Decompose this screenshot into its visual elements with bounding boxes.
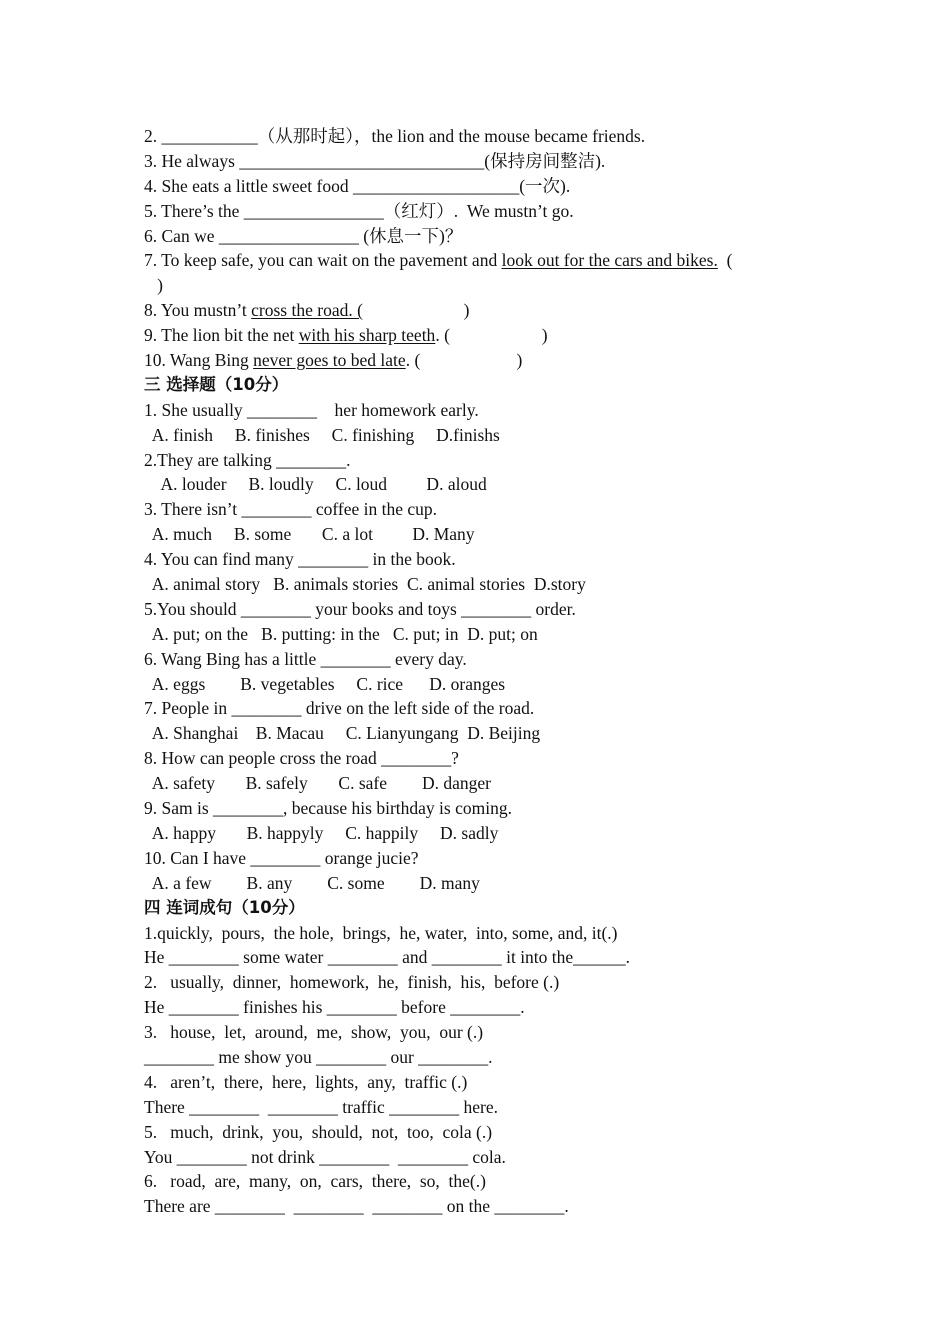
line-text: 5.You should ________ your books and toys ________ order. <box>144 598 576 619</box>
worksheet-line <box>144 821 824 846</box>
line-text: ________ me show you ________ our ________. <box>144 1046 493 1067</box>
line-text: 6. road, are, many, on, cars, there, so, the(.) <box>144 1171 486 1192</box>
worksheet-line <box>144 1169 824 1194</box>
line-text: A. a few B. any C. some D. many <box>144 872 480 893</box>
worksheet-line <box>144 647 824 672</box>
worksheet-line <box>144 1120 824 1145</box>
underlined-phrase: cross the road. ( <box>251 300 363 321</box>
worksheet-line <box>144 796 824 821</box>
worksheet-line <box>144 497 824 522</box>
worksheet-line <box>144 323 824 348</box>
worksheet-line <box>144 1020 824 1045</box>
line-text: 2. usually, dinner, homework, he, finish, his, before (.) <box>144 972 560 993</box>
worksheet-line <box>144 622 824 647</box>
line-text: 5. There’s the ________________（红灯）. We mustn’t go. <box>144 200 574 221</box>
line-text: 三 选择题（10分） <box>144 374 289 394</box>
line-text: A. put; on the B. putting: in the C. put; in D. put; on <box>144 623 538 644</box>
worksheet-line <box>144 721 824 746</box>
worksheet-line <box>144 995 824 1020</box>
section-heading <box>144 373 824 398</box>
line-text: A. finish B. finishes C. finishing D.finishs <box>144 424 500 445</box>
worksheet-line <box>144 224 824 249</box>
line-text: There ________ ________ traffic ________ here. <box>144 1096 498 1117</box>
worksheet-line <box>144 1095 824 1120</box>
line-text: ) <box>144 275 163 296</box>
worksheet-line <box>144 472 824 497</box>
line-text: A. much B. some C. a lot D. Many <box>144 524 475 545</box>
line-text: He ________ finishes his ________ before ________. <box>144 997 525 1018</box>
worksheet-line <box>144 746 824 771</box>
worksheet-line <box>144 522 824 547</box>
line-text: ) <box>362 300 470 321</box>
line-text: 10. Wang Bing <box>144 350 254 371</box>
line-text: 5. much, drink, you, should, not, too, cola (.) <box>144 1121 493 1142</box>
worksheet-line <box>144 672 824 697</box>
line-text: A. eggs B. vegetables C. rice D. oranges <box>144 673 506 694</box>
line-text: 1.quickly, pours, the hole, brings, he, water, into, some, and, it(.) <box>144 922 618 943</box>
worksheet-line <box>144 174 824 199</box>
worksheet-line <box>144 1070 824 1095</box>
line-text: . ( ) <box>405 350 523 371</box>
worksheet-line <box>144 199 824 224</box>
line-text: 4. She eats a little sweet food ___________________(一次). <box>144 175 571 196</box>
line-text: 6. Wang Bing has a little ________ every day. <box>144 648 467 669</box>
line-text: 8. You mustn’t <box>144 300 252 321</box>
line-text: A. animal story B. animals stories C. animal stories D.story <box>144 574 586 595</box>
worksheet-line <box>144 149 824 174</box>
worksheet-line <box>144 547 824 572</box>
line-text: 2.They are talking ________. <box>144 449 351 470</box>
worksheet-line <box>144 846 824 871</box>
line-text: 10. Can I have ________ orange jucie? <box>144 847 419 868</box>
worksheet-line <box>144 970 824 995</box>
worksheet-line <box>144 124 824 149</box>
worksheet-line <box>144 348 824 373</box>
worksheet-line <box>144 696 824 721</box>
line-text: 4. aren’t, there, here, lights, any, traffic (.) <box>144 1071 468 1092</box>
worksheet-line <box>144 1145 824 1170</box>
line-text: . ( ) <box>435 325 548 346</box>
line-text: A. happy B. happyly C. happily D. sadly <box>144 822 499 843</box>
worksheet-line <box>144 273 824 298</box>
line-text: A. Shanghai B. Macau C. Lianyungang D. Beijing <box>144 723 541 744</box>
line-text: A. safety B. safely C. safe D. danger <box>144 773 492 794</box>
line-text: He ________ some water ________ and ________ it into the______. <box>144 947 631 968</box>
worksheet-line <box>144 248 824 273</box>
line-text: There are ________ ________ ________ on the ________. <box>144 1196 569 1217</box>
worksheet-line <box>144 572 824 597</box>
worksheet-line <box>144 771 824 796</box>
line-text: 7. People in ________ drive on the left side of the road. <box>144 698 535 719</box>
worksheet-line <box>144 398 824 423</box>
line-text: 8. How can people cross the road ________? <box>144 748 459 769</box>
line-text: You ________ not drink ________ ________ cola. <box>144 1146 506 1167</box>
underlined-phrase: never goes to bed late <box>253 350 406 371</box>
worksheet-line <box>144 423 824 448</box>
section-heading <box>144 896 824 921</box>
line-text: A. louder B. loudly C. loud D. aloud <box>144 474 487 495</box>
line-text: 3. There isn’t ________ coffee in the cup. <box>144 499 438 520</box>
line-text: 9. Sam is ________, because his birthday is coming. <box>144 798 512 819</box>
worksheet-line <box>144 597 824 622</box>
line-text: ( <box>717 250 733 271</box>
worksheet-line <box>144 298 824 323</box>
worksheet-line <box>144 921 824 946</box>
line-text: 3. He always ____________________________(保持房间整洁). <box>144 150 606 171</box>
worksheet-body <box>144 124 824 1219</box>
line-text: 3. house, let, around, me, show, you, our (.) <box>144 1022 484 1043</box>
line-text: 7. To keep safe, you can wait on the pavement and <box>144 250 502 271</box>
line-text: 2. ___________（从那时起），the lion and the mouse became friends. <box>144 126 646 146</box>
worksheet-line <box>144 945 824 970</box>
underlined-phrase: with his sharp teeth <box>298 325 436 346</box>
line-text: 1. She usually ________ her homework early. <box>144 399 479 420</box>
worksheet-line <box>144 448 824 473</box>
line-text: 4. You can find many ________ in the book. <box>144 549 456 570</box>
underlined-phrase: look out for the cars and bikes. <box>501 250 718 271</box>
line-text: 6. Can we ________________ (休息一下)？ <box>144 225 463 246</box>
line-text: 9. The lion bit the net <box>144 325 299 346</box>
worksheet-line <box>144 1194 824 1219</box>
worksheet-line <box>144 1045 824 1070</box>
line-text: 四 连词成句（10分） <box>144 897 305 917</box>
worksheet-line <box>144 871 824 896</box>
